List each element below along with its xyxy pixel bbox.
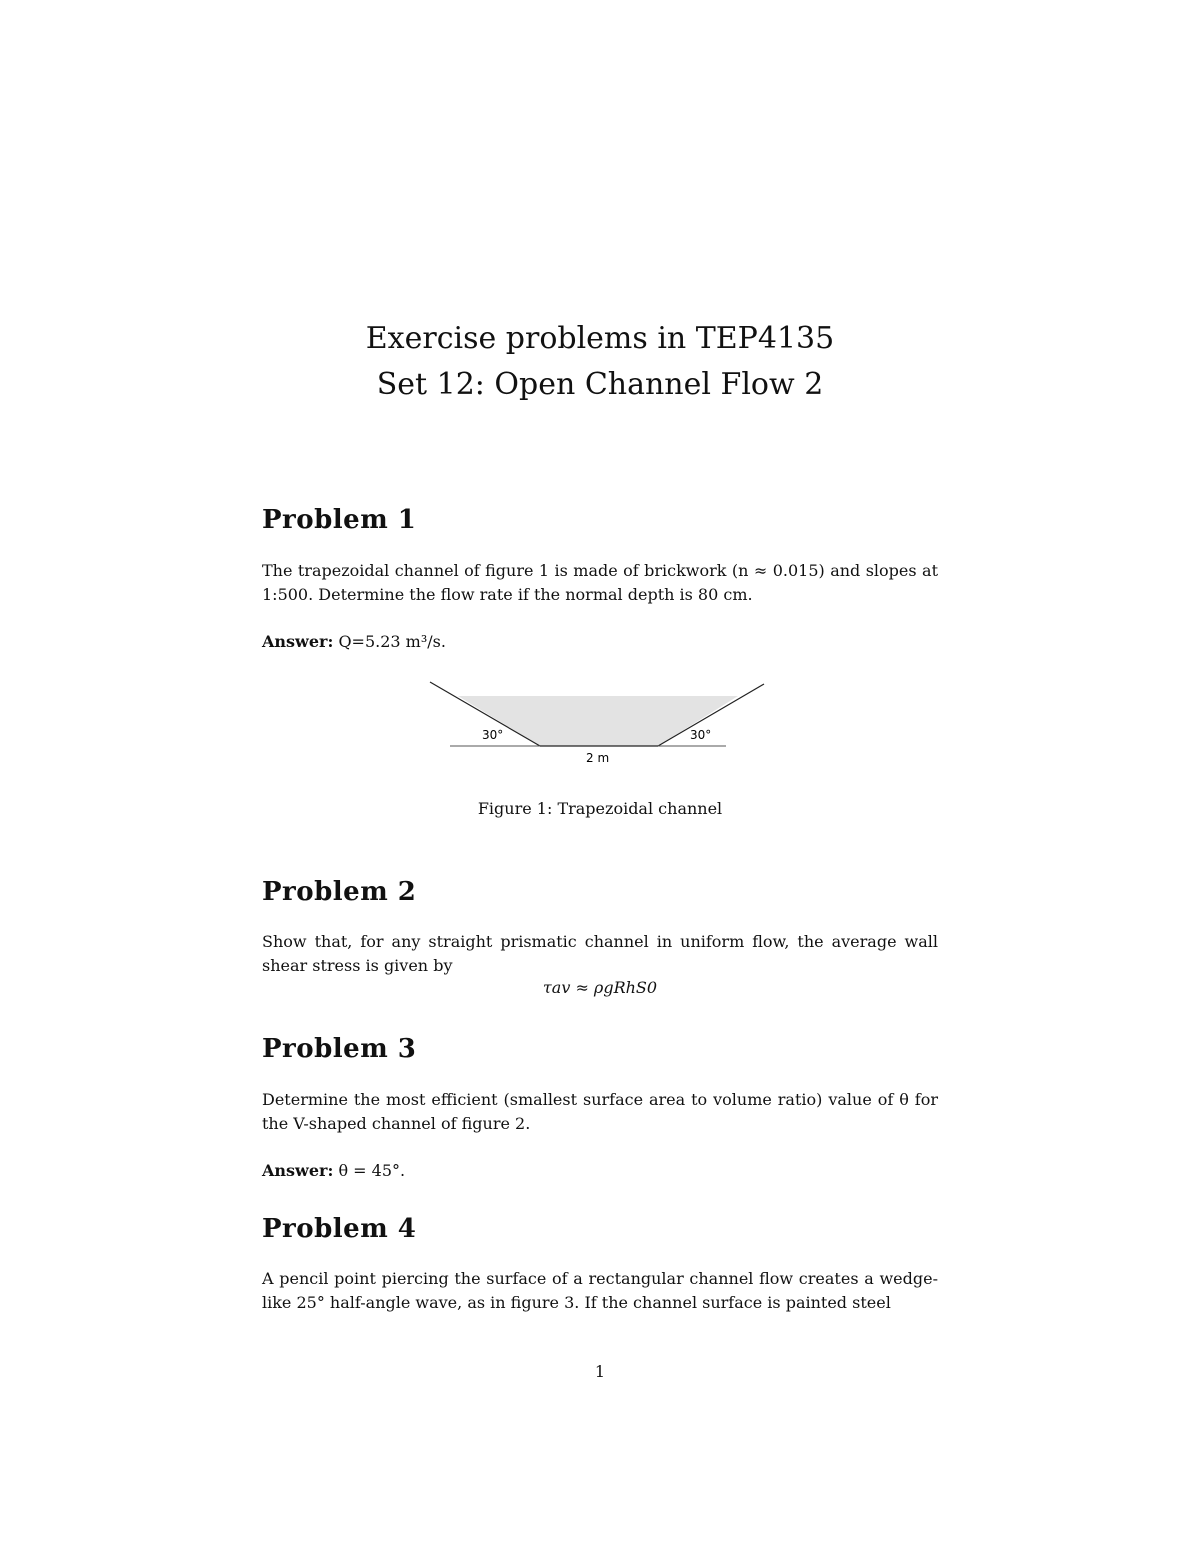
problem-1-answer [262, 630, 446, 654]
document-title: Exercise problems in TEP4135 [365, 321, 835, 356]
answer-value: Q=5.23 m³/s. [338, 632, 446, 651]
answer-value: θ = 45°. [338, 1161, 406, 1180]
trapezoidal-channel-figure [420, 676, 780, 776]
left-angle-label: 30° [482, 728, 504, 742]
title-block [0, 316, 1200, 408]
problem-1-text: The trapezoidal channel of figure 1 is made of brickwork (n ≈ 0.015) and slopes at 1:500. Determine the flow rate if the normal depth is 80 cm. [262, 561, 938, 604]
problem-4-text: A pencil point piercing the surface of a rectangular channel flow creates a wedge-like 25° half-angle wave, as in figure 3. If the channel surface is painted steel [262, 1269, 938, 1312]
problem-1-heading: Problem 1 [262, 505, 417, 535]
problem-3-answer [262, 1159, 405, 1183]
figure-1-caption: Figure 1: Trapezoidal channel [477, 799, 723, 818]
answer-label: Answer: [262, 1161, 334, 1180]
document-subtitle: Set 12: Open Channel Flow 2 [376, 367, 824, 402]
bottom-width-label: 2 m [586, 751, 610, 765]
problem-3-text: Determine the most efficient (smallest surface area to volume ratio) value of θ for the V-shaped channel of figure 2. [262, 1090, 938, 1133]
shear-stress-equation: τav ≈ ρgRhS0 [542, 978, 658, 997]
page-number: 1 [594, 1362, 606, 1381]
problem-3-heading: Problem 3 [262, 1034, 417, 1064]
answer-label: Answer: [262, 632, 334, 651]
problem-2-text: Show that, for any straight prismatic channel in uniform flow, the average wall shear stress is given by [262, 932, 938, 975]
right-angle-label: 30° [690, 728, 712, 742]
problem-2-heading: Problem 2 [262, 877, 417, 907]
problem-4-heading: Problem 4 [262, 1214, 417, 1244]
